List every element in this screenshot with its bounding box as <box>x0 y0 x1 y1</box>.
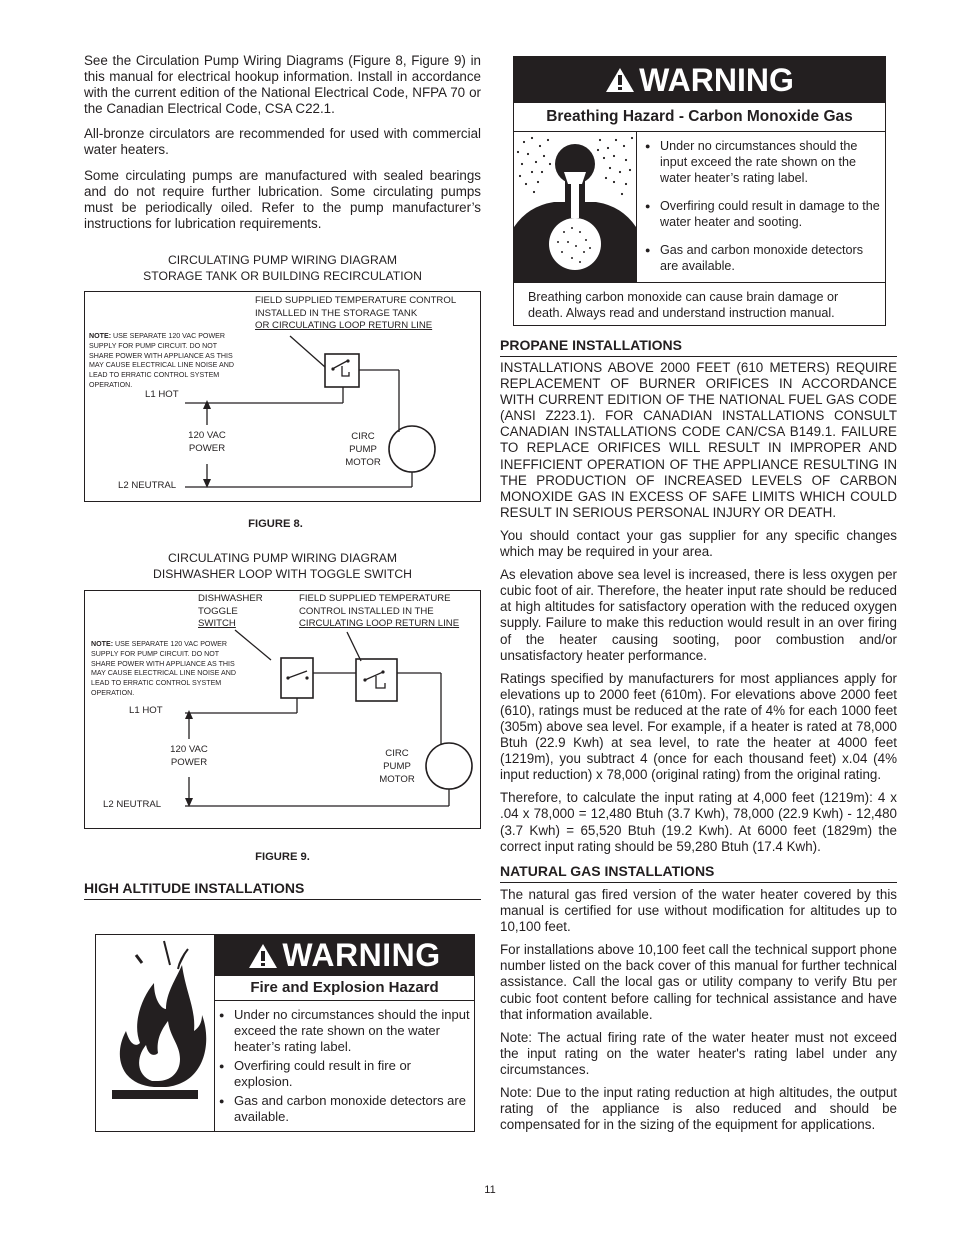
propane-heading: PROPANE INSTALLATIONS <box>500 337 897 357</box>
figure8-field-control-line3: OR CIRCULATING LOOP RETURN LINE <box>255 320 433 332</box>
paragraph-bronze-circulators: All-bronze circulators are recommended for used with commercial water heaters. <box>84 126 481 158</box>
figure9-note <box>91 640 236 699</box>
natural-gas-section <box>500 887 897 1133</box>
figure8-title-line2: STORAGE TANK OR BUILDING RECIRCULATION <box>143 269 422 283</box>
figure8-field-control-label <box>255 295 456 333</box>
figure9-toggle-label <box>198 593 263 631</box>
figure9-motor-label <box>371 747 423 786</box>
figure8-diagram <box>84 291 481 502</box>
propane-paragraph: Ratings specified by manufacturers for most appliances apply for elevations up to 2000 feet (610m). For elevations above 2000 feet (610), ratings must be reduced at the rate of 4% for each 1000 feet (305m) above sea level. For example, if a heater is rated at 78,000 Btuh (22.9 Kwh) at sea level, to rate the heater at 4000 feet (1219m), you subtract 4 (once for each thousand feet) x.04 (4% input reduction) x 78,000 (original rating) from the original rating. <box>500 670 897 783</box>
fire-warning-subtitle: Fire and Explosion Hazard <box>215 976 474 1001</box>
natural-gas-paragraph: The natural gas fired version of the water heater covered by this manual is certified for use without modification for altitudes up to 10,100 feet. <box>500 887 897 935</box>
fire-warning-bullets <box>219 1007 471 1125</box>
figure8-note-text1: USE SEPARATE 120 VAC POWER <box>111 332 226 340</box>
figure8-note <box>89 332 234 391</box>
figure8-l2-label: L2 NEUTRAL <box>118 480 177 491</box>
natural-gas-paragraph: Note: Due to the input rating reduction at high altitudes, the output rating of the appliance is also reduced and should be compensated for in the sizing of the equipment for applications. <box>500 1085 897 1133</box>
co-warning-banner <box>514 57 885 103</box>
figure8-title-line1: CIRCULATING PUMP WIRING DIAGRAM <box>167 253 398 267</box>
figure8-note-line5: LEAD TO ERRATIC CONTROL SYSTEM <box>89 371 220 380</box>
co-warning-icon-panel <box>514 132 637 282</box>
figure9-title <box>84 550 481 582</box>
figure9-power-line1: 120 VAC <box>170 744 208 755</box>
co-warning-bullet: ● Under no circumstances should the input exceed the rate shown on the water heater’s rating label. <box>645 138 881 186</box>
figure9-note-line1 <box>91 640 236 650</box>
co-warning-bullet: ● Overfiring could result in damage to the water heater and sooting. <box>645 198 881 230</box>
high-altitude-heading: HIGH ALTITUDE INSTALLATIONS <box>84 880 481 900</box>
figure9-diagram <box>84 590 481 829</box>
figure8-note-label: NOTE: <box>89 332 112 340</box>
figure9-note-line3: SHARE POWER WITH APPLIANCE AS THIS <box>91 659 235 668</box>
figure9-toggle-line2: TOGGLE <box>198 605 238 617</box>
figure9-note-line6: OPERATION. <box>91 688 135 697</box>
page-number: 11 <box>484 1184 496 1196</box>
paragraph-wiring-intro: See the Circulation Pump Wiring Diagrams (Figure 8, Figure 9) in this manual for electrical hookup information. Install in accordance with the current edition of the National Electrical Code, NFPA 70 or the Canadian Electrical Code, CSA C22.1. <box>84 53 481 117</box>
figure8-power-label <box>177 429 237 455</box>
co-warning-bullets <box>645 138 881 274</box>
figure8-power-line2: POWER <box>188 443 226 454</box>
figure8-note-line3: SHARE POWER WITH APPLIANCE AS THIS <box>89 351 233 360</box>
figure9-motor-line3: MOTOR <box>379 774 415 785</box>
left-intro <box>84 53 481 232</box>
figure9-note-text1: USE SEPARATE 120 VAC POWER <box>113 640 228 648</box>
figure9-toggle-line1: DISHWASHER <box>198 593 263 604</box>
figure9-note-line4: MAY CAUSE ELECTRICAL LINE NOISE AND <box>91 669 236 678</box>
figure8-motor-line2: PUMP <box>349 444 377 455</box>
alert-triangle-icon <box>605 66 635 94</box>
co-warning-subtitle: Breathing Hazard - Carbon Monoxide Gas <box>514 103 885 132</box>
figure9-field-control-label <box>299 593 459 631</box>
propane-paragraph: As elevation above sea level is increased, there is less oxygen per cubic foot of air. Therefore, the heater input rate should be reduced at high altitudes for satisfactory operation with the reduced oxygen supply. Failure to make this reduction would result in an over firing of the heater causing sooting, poor combustion and/or unsatisfactory heater performance. <box>500 567 897 663</box>
figure8-motor-line1: CIRC <box>351 431 375 442</box>
flame-icon <box>96 935 214 1131</box>
fire-warning-banner <box>215 935 474 976</box>
fire-warning-icon-panel <box>96 935 215 1131</box>
co-warning-bullet: ● Gas and carbon monoxide detectors are available. <box>645 242 881 274</box>
figure8-caption: FIGURE 8. <box>248 518 303 530</box>
figure9-l1-label: L1 HOT <box>129 705 163 716</box>
figure9-power-line2: POWER <box>170 757 208 768</box>
figure9-motor-line2: PUMP <box>383 761 411 772</box>
figure8-field-control-line1: FIELD SUPPLIED TEMPERATURE CONTROL <box>255 295 457 306</box>
figure9-note-line5: LEAD TO ERRATIC CONTROL SYSTEM <box>91 679 222 688</box>
figure8-note-line6: OPERATION. <box>89 380 133 389</box>
figure9-motor-line1: CIRC <box>385 748 409 759</box>
co-warning-title: WARNING <box>639 61 794 98</box>
propane-paragraph: Therefore, to calculate the input rating at 4,000 feet (1219m): 4 x .04 x 78,000 = 12,480 Btuh (3.7 Kwh), 78,000 (22.9 Kwh) - 12,480 (3.7 Kwh) = 65,520 Btuh (19.2 Kwh). At 6000 feet (1829m) the correct input rating should be 59,280 Btuh (17.4 Kwh). <box>500 790 897 854</box>
figure8-note-line4: MAY CAUSE ELECTRICAL LINE NOISE AND <box>89 361 234 370</box>
fire-warning-bullet: ● Gas and carbon monoxide detectors are available. <box>219 1093 471 1125</box>
natural-gas-paragraph: For installations above 10,100 feet call the technical support phone number listed on the back cover of this manual for further technical assistance. Call the local gas or utility company to verify Btu per cubic foot content before calling for technical assistance and have that information available. <box>500 942 897 1022</box>
figure9-toggle-line3: SWITCH <box>198 618 236 630</box>
fire-warning-bullet: ● Under no circumstances should the input exceed the rate shown on the water heater’s rating label. <box>219 1007 471 1055</box>
alert-triangle-icon <box>248 942 278 970</box>
figure9-l2-label: L2 NEUTRAL <box>103 799 162 810</box>
propane-paragraph: You should contact your gas supplier for any specific changes which may be required in your area. <box>500 527 897 560</box>
figure9-field-control-line1: FIELD SUPPLIED TEMPERATURE <box>299 593 451 604</box>
figure8-power-line1: 120 VAC <box>188 430 226 441</box>
figure9-note-label: NOTE: <box>91 640 114 648</box>
fire-warning-bullet: ● Overfiring could result in fire or explosion. <box>219 1058 471 1090</box>
figure8-l1-label: L1 HOT <box>145 389 179 400</box>
figure9-note-line2: SUPPLY FOR PUMP CIRCUIT. DO NOT <box>91 649 220 658</box>
figure9-title-line1: CIRCULATING PUMP WIRING DIAGRAM <box>167 551 398 565</box>
figure8-field-control-line2: INSTALLED IN THE STORAGE TANK <box>255 307 418 319</box>
propane-warning-caps: INSTALLATIONS ABOVE 2000 FEET (610 METERS) REQUIRE REPLACEMENT OF BURNER ORIFICES IN ACCORDANCE WITH CURRENT EDITION OF THE NATIONAL FUEL GAS CODE (ANSI Z223.1). FOR CANADIAN INSTALLATIONS CONSULT CANADIAN INSTALLATIONS CODE CAN/CSA B149.1. FAILURE TO REPLACE ORIFICES WILL RESULT IN IMPROPER AND INEFFICIENT OPERATION OF THE APPLIANCE RESULTING IN THE PRODUCTION OF INCREASED LEVELS OF CARBON MONOXIDE GAS IN EXCESS OF SAFE LIMITS WHICH COULD RESULT IN SERIOUS PERSONAL INJURY OR DEATH. <box>500 360 897 520</box>
breathing-hazard-icon <box>514 132 636 282</box>
natural-gas-paragraph: Note: The actual firing rate of the water heater must not exceed the input rating on the water heater's rating label under any circumstances. <box>500 1029 897 1077</box>
figure8-note-line2: SUPPLY FOR PUMP CIRCUIT. DO NOT <box>89 341 218 350</box>
figure8-motor-line3: MOTOR <box>345 457 381 468</box>
co-warning-footer: Breathing carbon monoxide can cause brain damage or death. Always read and understand instruction manual. <box>514 282 885 321</box>
figure8-note-line1 <box>89 332 234 342</box>
figure8-title <box>84 252 481 284</box>
propane-section <box>500 360 897 855</box>
figure9-power-label <box>159 743 219 769</box>
figure9-title-line2: DISHWASHER LOOP WITH TOGGLE SWITCH <box>153 567 412 581</box>
fire-warning-box <box>95 934 475 1132</box>
figure8-motor-label <box>337 430 389 469</box>
figure9-caption: FIGURE 9. <box>255 851 310 863</box>
co-warning-box <box>513 56 886 326</box>
natural-gas-heading: NATURAL GAS INSTALLATIONS <box>500 863 897 883</box>
figure9-field-control-line2: CONTROL INSTALLED IN THE <box>299 605 434 617</box>
figure9-field-control-line3: CIRCULATING LOOP RETURN LINE <box>299 618 460 630</box>
paragraph-lubrication: Some circulating pumps are manufactured with sealed bearings and do not require further lubrication. Some circulating pumps must be periodically oiled. Refer to the pump manufacturer’s instructions for lubrication requirements. <box>84 167 481 231</box>
fire-warning-title: WARNING <box>282 937 441 973</box>
